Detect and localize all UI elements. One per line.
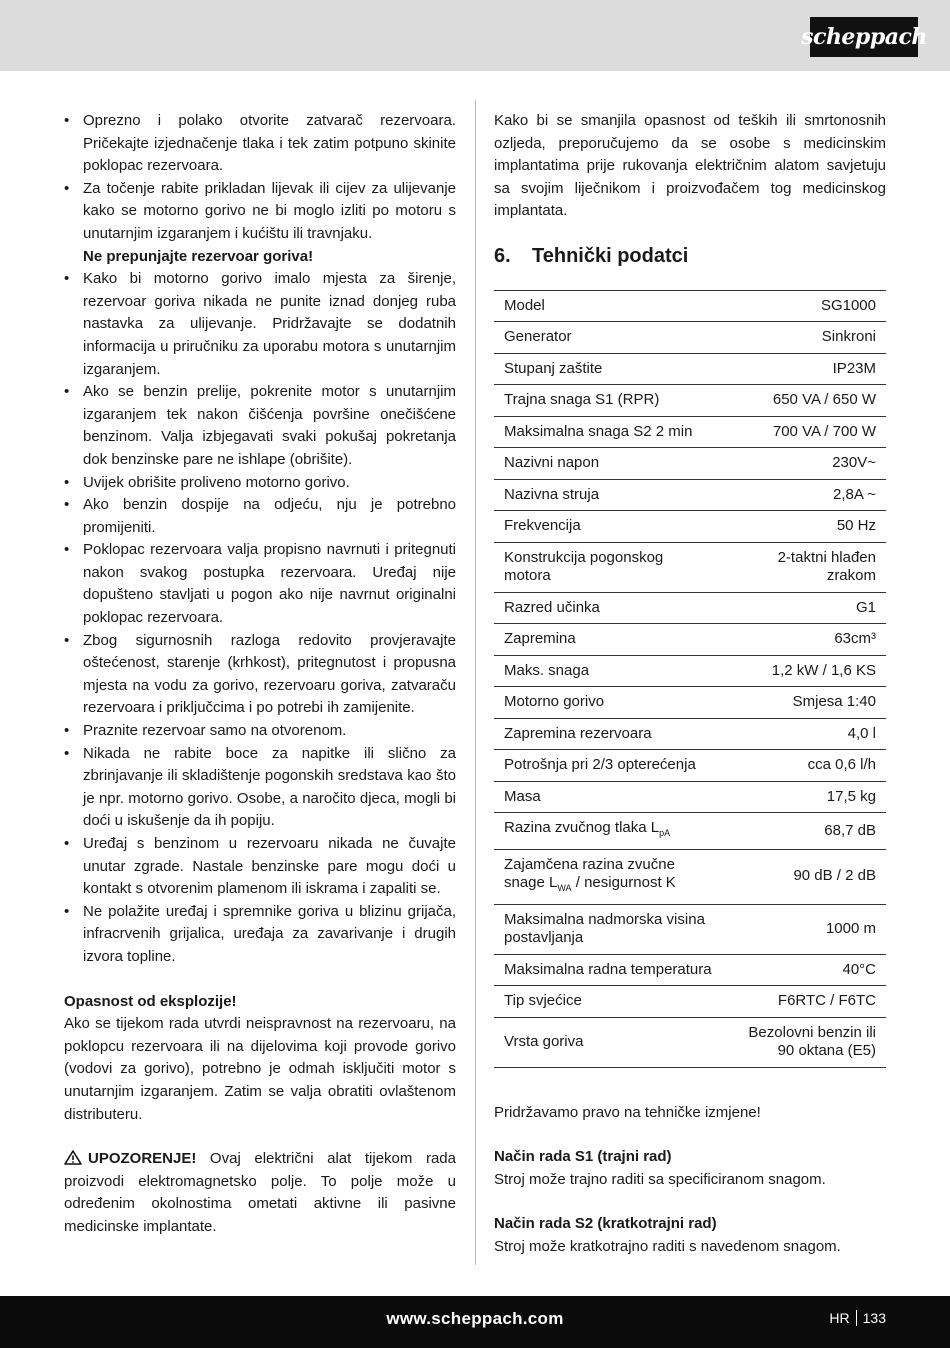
table-row: [494, 511, 886, 543]
spec-value: 68,7 dB: [824, 821, 876, 839]
table-row: [494, 479, 886, 511]
spec-label: Maksimalna radna temperatura: [504, 960, 712, 978]
table-row: [494, 986, 886, 1018]
language-code: HR: [829, 1310, 850, 1326]
spec-value: 230V~: [832, 454, 876, 472]
warning-paragraph: [64, 1148, 456, 1238]
table-row: [494, 322, 886, 354]
spec-label: Zapremina: [504, 630, 576, 648]
list-item: • Uređaj s benzinom u rezervoaru nikada ne čuvajte unutar zgrade. Nastale benzinske pare mogu doći u kontakt s otvorenim plamenom ili iskrama i zapaliti se.: [64, 833, 456, 901]
list-item: • Zbog sigurnosnih razloga redovito provjeravajte oštećenost, starenje (krhkost), pritegnutost i propusna mjesta na vodu za gorivo, rezervoaru goriva, zatvaraču rezervoara i priključcima i po potrebi ih zamijenite.: [64, 630, 456, 720]
table-row: [494, 954, 886, 986]
spec-label: Masa: [504, 787, 541, 805]
spec-value: G1: [855, 598, 876, 616]
spec-value: 50 Hz: [836, 517, 876, 535]
spec-label: Maksimalna nadmorska visina postavljanja: [504, 910, 705, 947]
spec-label: Nazivna struja: [504, 485, 600, 503]
safety-bullet-list: [64, 110, 456, 969]
spec-value: 40°C: [842, 960, 876, 978]
list-item: • Uvijek obrišite proliveno motorno gorivo.: [64, 472, 456, 495]
spec-value: 17,5 kg: [826, 787, 876, 805]
table-row: [494, 849, 886, 904]
spec-label: Generator: [504, 328, 572, 346]
spec-label: Zapremina rezervoara: [504, 724, 652, 742]
explosion-text: Ako se tijekom rada utvrdi neispravnost na rezervoaru, na poklopcu rezervoara ili na dijelovima koji provode gorivo (vodovi za gorivo), potrebno je odmah isključiti motor s unutarnjim izgaranjem. Zatim se valja obratiti ovlaštenom distributeru.: [64, 1015, 456, 1123]
column-divider: [475, 100, 476, 1265]
implant-advice: Kako bi se smanjila opasnost od teških ili smrtonosnih ozljeda, preporučujemo da se osobe s medicinskim implantatima prije rukovanja električnim alatom savjetuju sa svojim liječnikom i proizvođačem tog medicinskog implantata.: [494, 112, 886, 220]
spec-label: Motorno gorivo: [504, 693, 605, 711]
table-row: [494, 416, 886, 448]
spec-label: Maks. snaga: [504, 661, 590, 679]
spec-label: Stupanj zaštite: [504, 359, 603, 377]
spec-label: Maksimalna snaga S2 2 min: [504, 422, 693, 440]
spec-label: Vrsta goriva: [504, 1032, 584, 1050]
spec-value: 1000 m: [825, 919, 876, 937]
table-row: [494, 448, 886, 480]
spec-label: Model: [504, 296, 545, 314]
overfill-warning: Ne prepunjajte rezervoar goriva!: [83, 247, 314, 265]
spec-value: cca 0,6 l/h: [807, 756, 876, 774]
s2-text: Stroj može kratkotrajno raditi s navedenom snagom.: [494, 1237, 841, 1255]
warning-text: Ovaj električni alat tijekom rada proizvodi elektromagnetsko polje. To polje može u određenim okolnostima ometati aktivne ili pasivne medicinske implantate.: [64, 1150, 456, 1235]
table-row: [494, 624, 886, 656]
list-item: • Praznite rezervoar samo na otvorenom.: [64, 720, 456, 743]
list-item: • Ako se benzin prelije, pokrenite motor s unutarnjim izgaranjem tek nakon čišćenja površine onečišćene benzinom. Valja izbjegavati svaki pokušaj pokretanja dok benzinske pare ne ishlape (obrišite).: [64, 381, 456, 471]
right-column: [494, 110, 886, 1259]
table-row: [494, 655, 886, 687]
spec-value: 1,2 kW / 1,6 KS: [771, 661, 876, 679]
table-row: [494, 750, 886, 782]
table-row: [494, 781, 886, 813]
footer-bar: [0, 1296, 950, 1348]
spec-value: IP23M: [832, 359, 876, 377]
table-row: [494, 353, 886, 385]
website-link[interactable]: www.scheppach.com: [386, 1309, 564, 1328]
table-row: [494, 290, 886, 322]
table-row: [494, 385, 886, 417]
section-title: 6. Tehnički podatci: [494, 244, 689, 267]
table-row: [494, 904, 886, 954]
spec-label: Trajna snaga S1 (RPR): [504, 391, 660, 409]
s2-heading: Način rada S2 (kratkotrajni rad): [494, 1215, 717, 1233]
spec-label: Nazivni napon: [504, 454, 600, 472]
list-item: • Oprezno i polako otvorite zatvarač rezervoara. Pričekajte izjednačenje tlaka i tek zatim potpuno skinite poklopac rezervoara.: [64, 110, 456, 178]
list-item: • Kako bi motorno gorivo imalo mjesta za širenje, rezervoar goriva nikada ne punite iznad donjeg ruba nastavka za ulijevanje. Pridržavajte se dodatnih informacija u priručniku za uporabu motora s unutarnjim izgaranjem.: [64, 268, 456, 381]
spec-value: F6RTC / F6TC: [777, 992, 876, 1010]
spec-value: 700 VA / 700 W: [772, 422, 876, 440]
spec-value: Bezolovni benzin ili 90 oktana (E5): [748, 1023, 876, 1060]
table-row: [494, 718, 886, 750]
spec-value: 63cm³: [834, 630, 876, 648]
warning-label: UPOZORENJE!: [88, 1150, 197, 1168]
spec-value: Sinkroni: [821, 328, 876, 346]
spec-value: Smjesa 1:40: [792, 693, 876, 711]
spec-label: Zajamčena razina zvučne snage $L_{WA}$ / nesigurnost K: [504, 855, 676, 894]
header-bar: [0, 0, 950, 71]
table-row: [494, 813, 886, 850]
page-indicator: [829, 1310, 886, 1326]
spec-table: [494, 290, 886, 1068]
spec-value: 2-taktni hlađen zrakom: [777, 548, 876, 585]
explosion-heading: Opasnost od eksplozije!: [64, 992, 237, 1010]
brand-logo: scheppach: [810, 17, 918, 57]
spec-value: 650 VA / 650 W: [772, 391, 876, 409]
table-row: [494, 687, 886, 719]
reserve-note: Pridržavamo pravo na tehničke izmjene!: [494, 1103, 761, 1121]
table-row: [494, 1017, 886, 1067]
list-item: • Poklopac rezervoara valja propisno navrnuti i pritegnuti nakon svakog postupka rezervoara. Uređaj nije dopušteno stavljati u pogon ako nije navrnut originalni poklopac rezervoara.: [64, 539, 456, 629]
list-item: • Ne polažite uređaj i spremnike goriva u blizinu grijača, infracrvenih grijalica, uređaja za zavarivanje i drugih izvora topline.: [64, 901, 456, 969]
s1-heading: Način rada S1 (trajni rad): [494, 1148, 672, 1166]
spec-value: 4,0 l: [847, 724, 876, 742]
spec-label: Frekvencija: [504, 517, 581, 535]
list-item: • Nikada ne rabite boce za napitke ili slično za zbrinjavanje ili skladištenje pogonskih sredstava kao što je npr. motorno gorivo. Osobe, a naročito djeca, mogli bi doći u iskušenje da ih popiju.: [64, 743, 456, 833]
list-item: • Ako benzin dospije na odjeću, nju je potrebno promijeniti.: [64, 494, 456, 539]
table-row: [494, 542, 886, 592]
spec-label: Potrošnja pri 2/3 opterećenja: [504, 756, 696, 774]
spec-label: Konstrukcija pogonskog motora: [504, 548, 664, 585]
left-column: [64, 110, 456, 1239]
spec-value: 90 dB / 2 dB: [793, 867, 876, 885]
spec-label: Tip svjećice: [504, 992, 582, 1010]
list-item: • Za točenje rabite prikladan lijevak ili cijev za ulijevanje kako se motorno gorivo ne bi moglo izliti po motoru s unutarnjim izgaranjem i kućištu ili travnjaku. Ne prepunjajte rezervoar goriva!: [64, 178, 456, 268]
spec-label: Razina zvučnog tlaka $L_{pA}$: [504, 819, 671, 839]
warning-triangle-icon: [64, 1150, 82, 1165]
s1-text: Stroj može trajno raditi sa specificiranom snagom.: [494, 1170, 826, 1188]
spec-value: SG1000: [820, 296, 876, 314]
table-row: [494, 592, 886, 624]
spec-value: 2,8A ~: [833, 485, 876, 503]
page-number: 133: [862, 1310, 886, 1326]
spec-label: Razred učinka: [504, 598, 600, 616]
